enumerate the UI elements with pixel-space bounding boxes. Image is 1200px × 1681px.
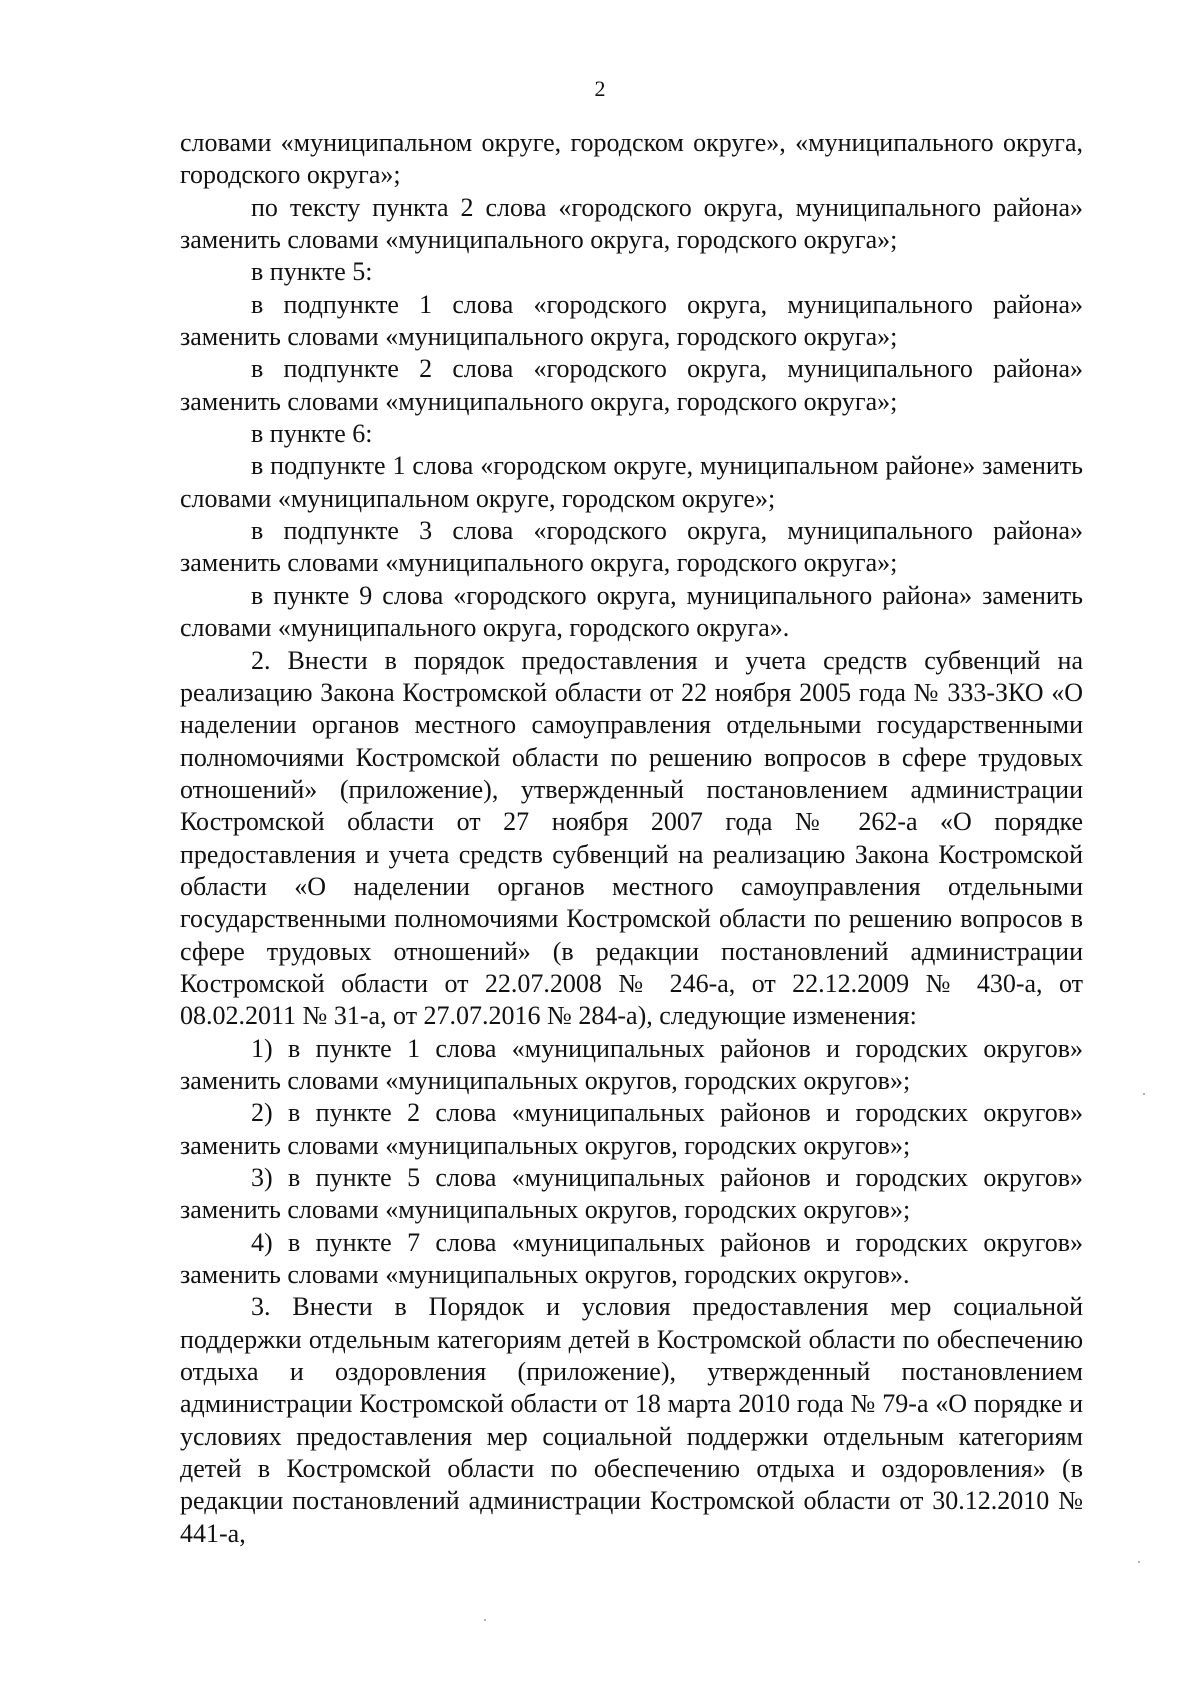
document-body <box>180 127 1083 1550</box>
scan-speck <box>1143 1093 1145 1095</box>
section-2-change-3: 3) в пункте 5 слова «муниципальных районов и городских округов» заменить словами «муниципальных округов, городских округов»; <box>180 1163 1083 1225</box>
paragraph-item-2: по тексту пункта 2 слова «городского округа, муниципального района» заменить словами «муниципального округа, городского округа»; <box>180 192 1083 255</box>
scan-speck <box>484 1619 486 1621</box>
paragraph-6-subitem-1: в подпункте 1 слова «городском округе, муниципальном районе» заменить словами «муниципальном округе, городском округе»; <box>180 451 1083 513</box>
paragraph-6-subitem-3: в подпункте 3 слова «городского округа, муниципального района» заменить словами «муниципального округа, городского округа»; <box>180 516 1083 578</box>
section-2-change-2: 2) в пункте 2 слова «муниципальных районов и городских округов» заменить словами «муниципальных округов, городских округов»; <box>180 1098 1083 1160</box>
section-2-paragraph: 2. Внести в порядок предоставления и учета средств субвенций на реализацию Закона Костромской области от 22 ноября 2005 года № 333-ЗКО «О наделении органов местного самоуправления отдельными государственными полномочиями Костромской области по решению вопросов в сфере трудовых отношений» (приложение), утвержденный постановлением администрации Костромской области от 27 ноября 2007 года № 262-а «О порядке предоставления и учета средств субвенций на реализацию Закона Костромской области «О наделении органов местного самоуправления отдельными государственными полномочиями Костромской области по решению вопросов в сфере трудовых отношений» (в редакции постановлений администрации Костромской области от 22.07.2008 № 246-а, от 22.12.2009 № 430-а, от 08.02.2011 № 31-а, от 27.07.2016 № 284-а), следующие изменения: <box>180 645 1083 1031</box>
section-3-paragraph: 3. Внести в Порядок и условия предоставления мер социальной поддержки отдельным категориям детей в Костромской области по обеспечению отдыха и оздоровления (приложение), утвержденный постановлением администрации Костромской области от 18 марта 2010 года № 79-а «О порядке и условиях предоставления мер социальной поддержки отдельным категориям детей в Костромской области по обеспечению отдыха и оздоровления» (в редакции постановлений администрации Костромской области от 30.12.2010 № 441-а, <box>180 1292 1083 1548</box>
paragraph-item-5-heading: в пункте 5: <box>251 257 373 287</box>
paragraph-item-6-heading: в пункте 6: <box>251 419 373 449</box>
scan-speck <box>1138 1561 1140 1563</box>
section-2-change-1: 1) в пункте 1 слова «муниципальных районов и городских округов» заменить словами «муниципальных округов, городских округов»; <box>180 1033 1083 1095</box>
paragraph-5-subitem-1: в подпункте 1 слова «городского округа, муниципального района» заменить словами «муниципального округа, городского округа»; <box>180 289 1083 352</box>
paragraph-item-9: в пункте 9 слова «городского округа, муниципального района» заменить словами «муниципального округа, городского округа». <box>180 580 1083 643</box>
section-2-change-4: 4) в пункте 7 слова «муниципальных районов и городских округов» заменить словами «муниципальных округов, городских округов». <box>180 1227 1083 1290</box>
page-number: 2 <box>594 76 606 101</box>
paragraph-continuation: словами «муниципальном округе, городском округе», «муниципального округа, городского округа»; <box>180 128 1083 190</box>
paragraph-5-subitem-2: в подпункте 2 слова «городского округа, муниципального района» заменить словами «муниципального округа, городского округа»; <box>180 354 1083 416</box>
